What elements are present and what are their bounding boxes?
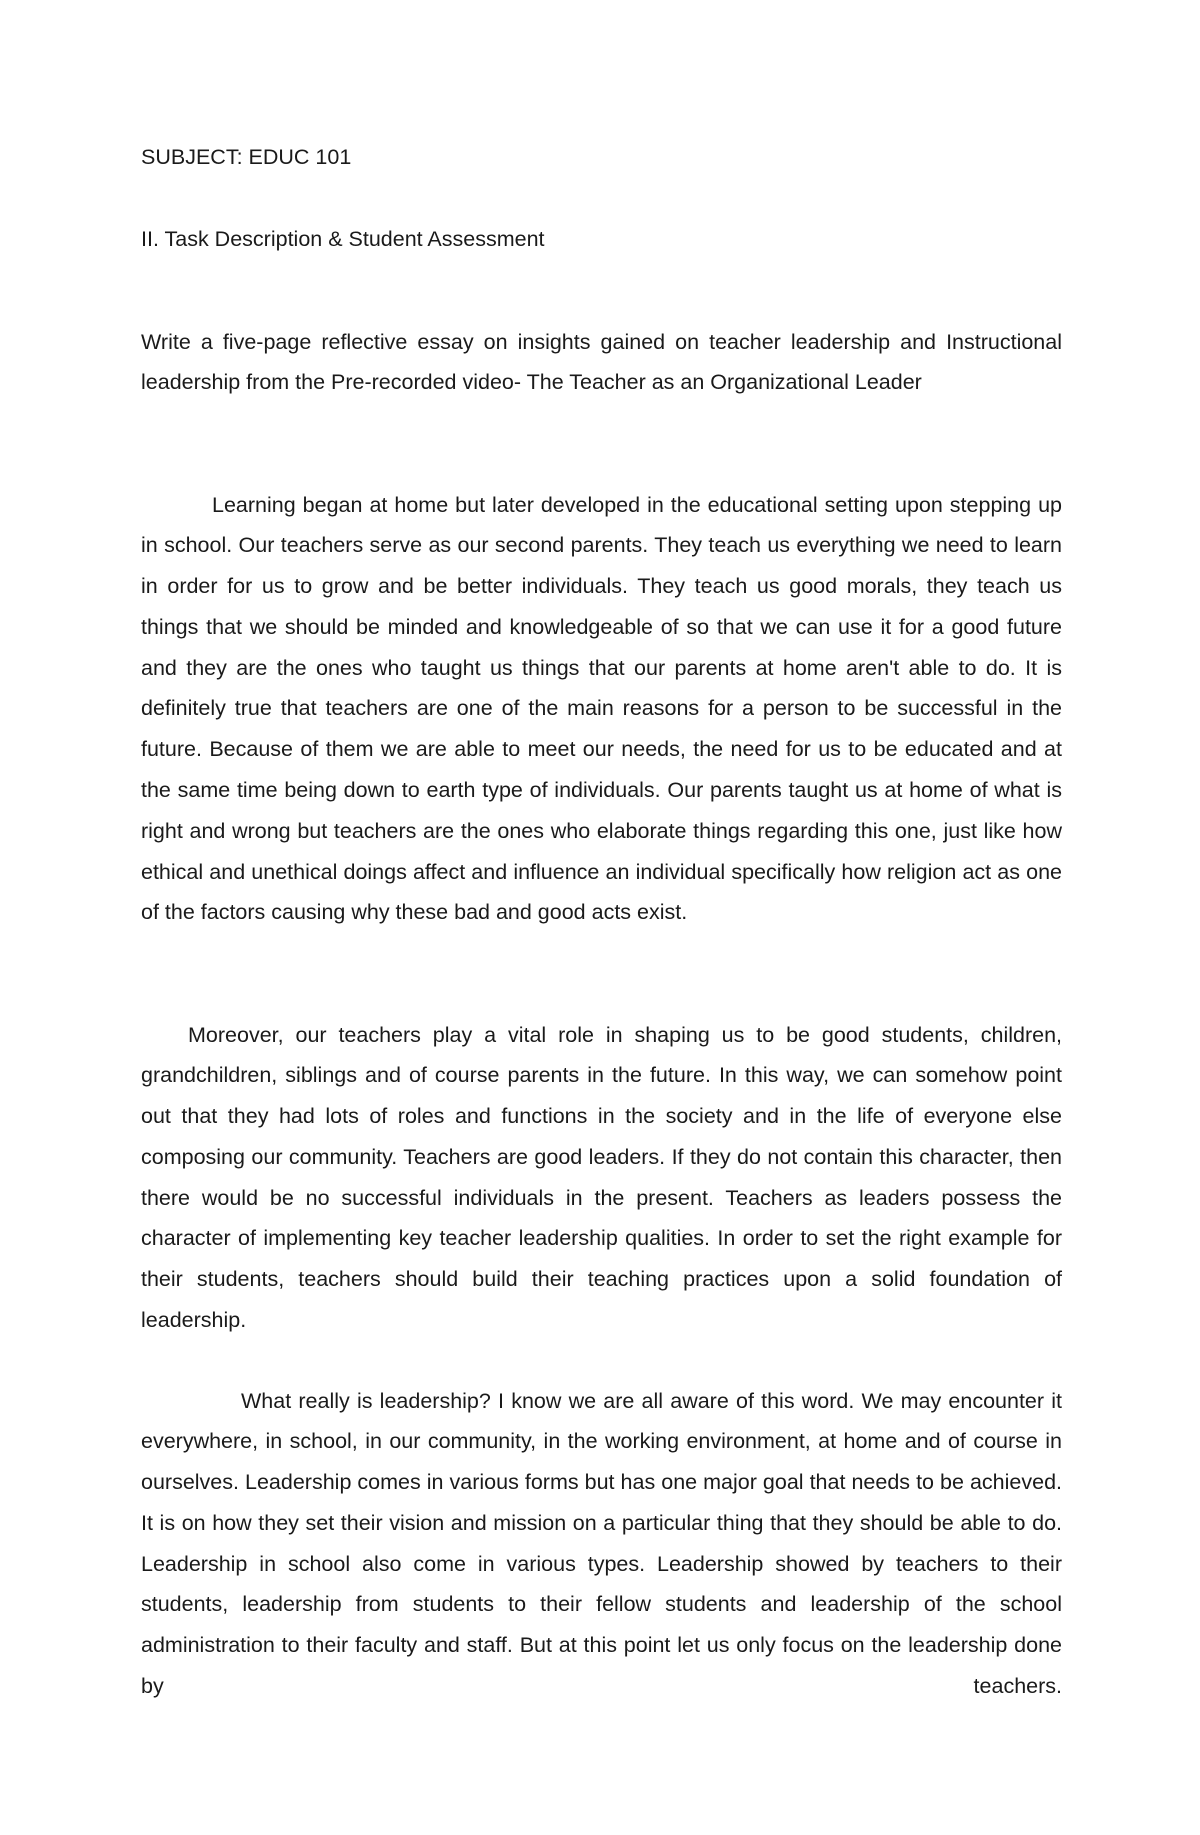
task-heading: II. Task Description & Student Assessment (141, 227, 545, 251)
paragraph-2: Moreover, our teachers play a vital role in shaping us to be good students, children, grandchildren, siblings and of course parents in the future. In this way, we can somehow point out that they had lots of roles and functions in the society and in the life of everyone else composing our community. Teachers are good leaders. If they do not contain this character, then there would be no successful individuals in the present. Teachers as leaders possess the character of implementing key teacher leadership qualities. In order to set the right example for their students, teachers should build their teaching practices upon a solid foundation of leadership. (141, 1022, 1062, 1333)
paragraph-3: What really is leadership? I know we are all aware of this word. We may encounter it everywhere, in school, in our community, in the working environment, at home and of course in ourselves. Leadership comes in various forms but has one major goal that needs to be achieved. It is on how they set their vision and mission on a particular thing that they should be able to do. Leadership in school also come in various types. Leadership showed by teachers to their students, leadership from students to their fellow students and leadership of the school administration to their faculty and staff. But at this point let us only focus on the leadership done by teachers. (141, 1388, 1062, 1699)
paragraph-1: Learning began at home but later developed in the educational setting upon stepping up in school. Our teachers serve as our second parents. They teach us everything we need to learn in order for us to grow and be better individuals. They teach us good morals, they teach us things that we should be minded and knowledgeable of so that we can use it for a good future and they are the ones who taught us things that our parents at home aren't able to do. It is definitely true that teachers are one of the main reasons for a person to be successful in the future. Because of them we are able to meet our needs, the need for us to be educated and at the same time being down to earth type of individuals. Our parents taught us at home of what is right and wrong but teachers are the ones who elaborate things regarding this one, just like how ethical and unethical doings affect and influence an individual specifically how religion act as one of the factors causing why these bad and good acts exist. (141, 492, 1062, 925)
subject-line: SUBJECT: EDUC 101 (141, 145, 352, 169)
essay-prompt: Write a five-page reflective essay on insights gained on teacher leadership and Instructional leadership from the Pre-recorded video- The Teacher as an Organizational Leader (141, 329, 1062, 395)
